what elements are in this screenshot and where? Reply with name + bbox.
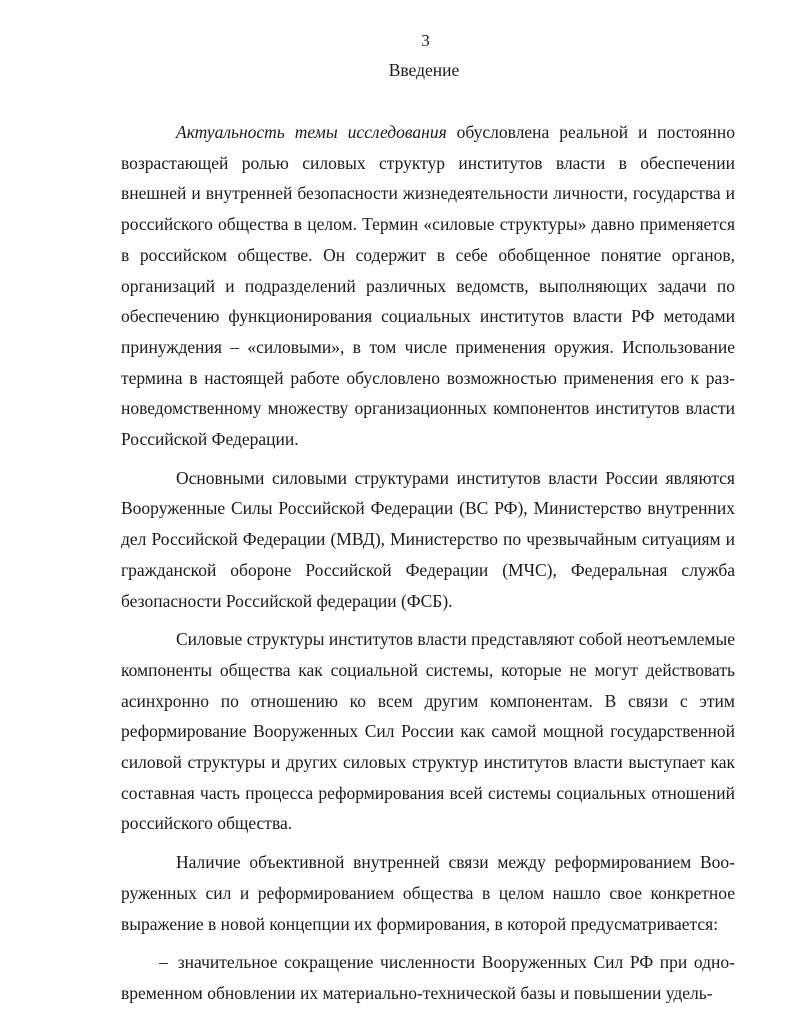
paragraph-1: [121, 117, 735, 455]
paragraph-4: Наличие объективной внутренней связи между реформированием Вооруженных сил и реформированием общества в целом нашло свое конкретное выражение в новой концепции их формирования, в которой предусматривается:: [121, 852, 735, 934]
paragraph-2: Основными силовыми структурами институтов власти России являются Вооруженные Силы Российской Федерации (ВС РФ), Министерство внутренних дел Российской Федерации (МВД), Министерство по чрезвычайным ситуациям и гражданской обороне Российской Федерации (МЧС), Федеральная служба безопасности Российской федерации (ФСБ).: [121, 467, 735, 611]
list-item-text: значительное сокращение численности Вооруженных Сил РФ при одновременном обновлении их материально-технической базы и повышении удель-: [121, 952, 735, 1003]
page-number: 3: [421, 31, 430, 50]
list-item: [121, 947, 735, 1008]
paragraph-1-text: обусловлена реальной и постоянно возрастающей ролью силовых структур институтов власти в обеспечении внешней и внутренней безопасности жизнедеятельности личности, государства и российского общества в целом. Термин «силовые структуры» давно применяется в российском обществе. Он содержит в себе обобщенное понятие органов, организаций и подразделений различных ведомств, выполняющих задачи по обеспечению функционирования социальных институтов власти РФ методами принуждения – «силовыми», в том числе применения оружия. Использование термина в настоящей работе обусловлено возможностью применения его к разноведомственному множеству организационных компонентов институтов власти Российской Федерации.: [121, 122, 735, 450]
page-heading: Введение: [388, 60, 460, 80]
paragraph-3: Силовые структуры институтов власти представляют собой неотъемлемые компоненты общества как социальной системы, которые не могут действовать асинхронно по отношению ко всем другим компонентам. В связи с этим реформирование Вооруженных Сил России как самой мощной государственной силовой структуры и других силовых структур институтов власти выступает как составная часть процесса реформирования всей системы социальных отношений российского общества.: [121, 629, 735, 834]
list-dash: –: [159, 952, 168, 973]
paragraph-1-lead: Актуальность темы исследования: [176, 122, 447, 142]
body-text: [121, 117, 735, 1009]
